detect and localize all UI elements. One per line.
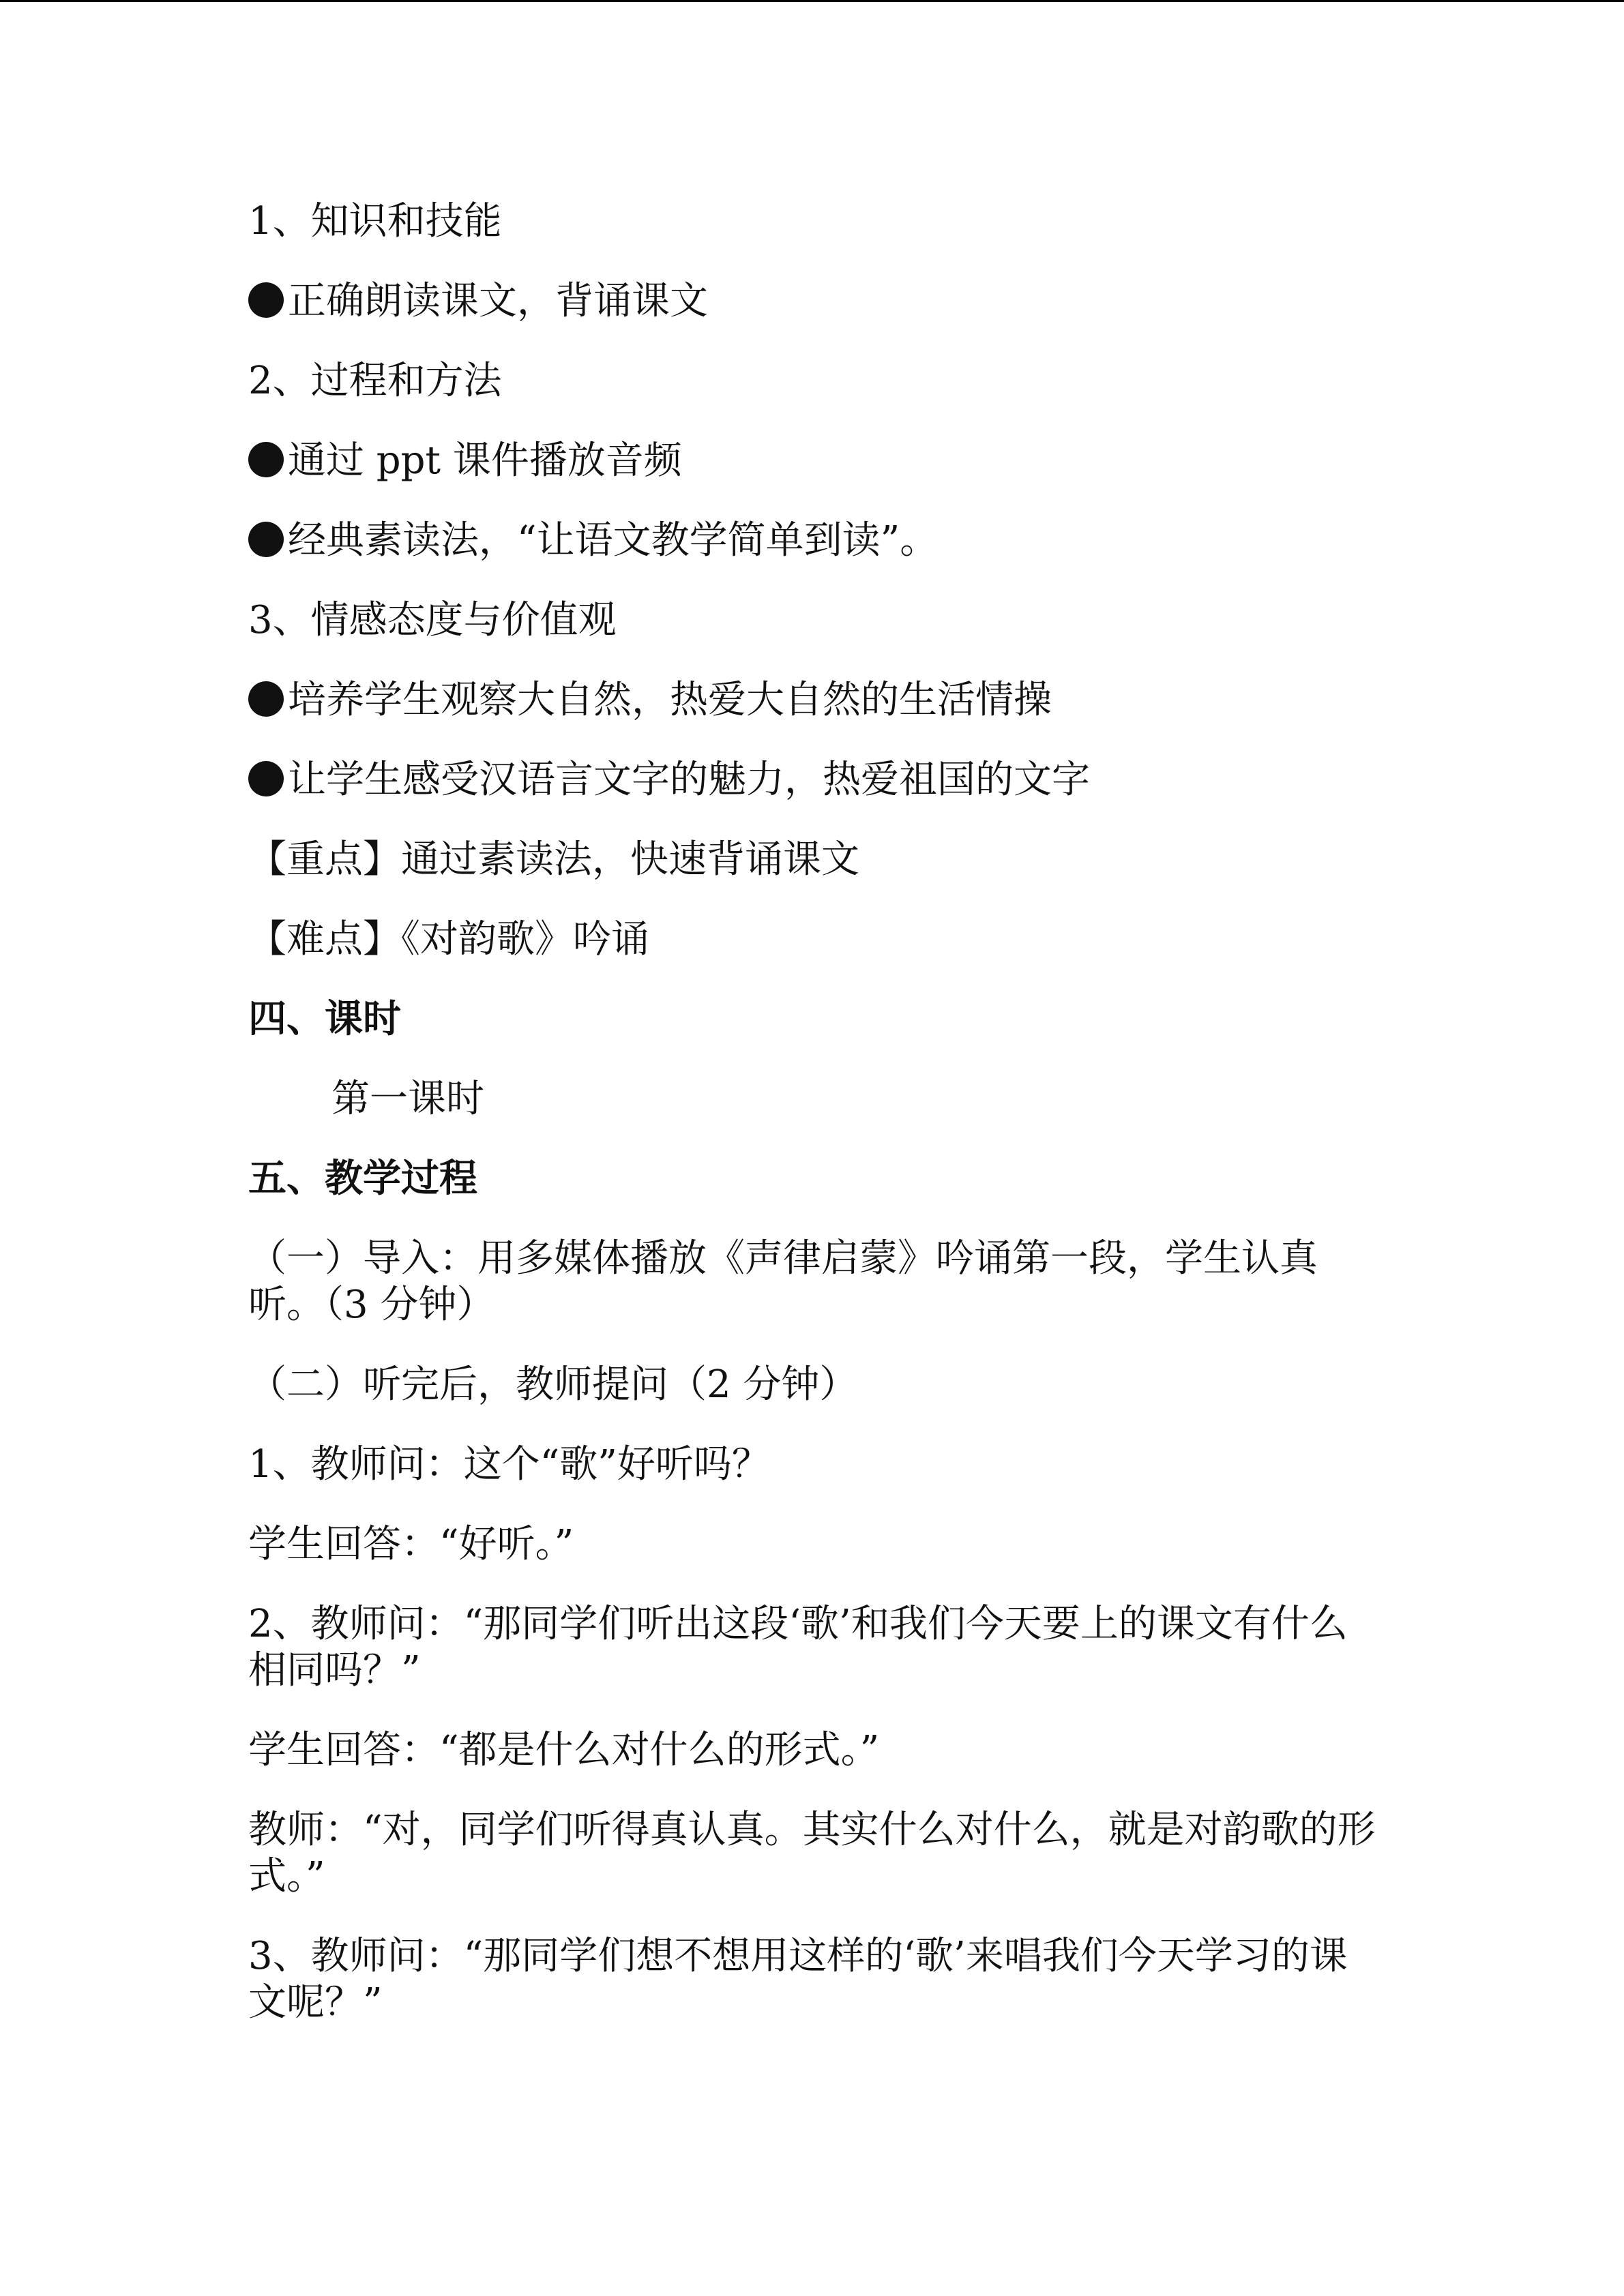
bullet-text: 培养学生观察大自然，热爱大自然的生活情操 — [288, 678, 1052, 722]
difficult-point: 【难点】《对韵歌》吟诵 — [248, 917, 649, 961]
bullet-dot-icon — [248, 522, 284, 557]
bullet-item — [248, 278, 1381, 325]
paragraph-introduction: （一）导入：用多媒体播放《声律启蒙》吟诵第一段，学生认真听。（3 分钟） — [248, 1236, 1318, 1327]
paragraph-after-listening: （二）听完后，教师提问（2 分钟） — [248, 1362, 858, 1407]
class-hour-first: 第一课时 — [331, 1077, 484, 1121]
sub-heading-emotion: 3、情感态度与价值观 — [248, 598, 617, 642]
document-body — [248, 198, 1381, 2026]
bullet-dot-icon — [248, 282, 284, 318]
bullet-item — [248, 518, 1381, 564]
bullet-dot-icon — [248, 442, 284, 477]
bullet-item — [248, 757, 1381, 803]
bullet-item — [248, 438, 1381, 484]
bullet-text: 经典素读法，“让语文教学简单到读”。 — [288, 518, 939, 563]
section-heading-teaching-process: 五、教学过程 — [248, 1157, 477, 1201]
paragraph-question-2: 2、教师问：“那同学们听出这段‘歌’和我们今天要上的课文有什么相同吗？” — [248, 1602, 1348, 1693]
paragraph-question-3: 3、教师问：“那同学们想不想用这样的‘歌’来唱我们今天学习的课文呢？” — [248, 1934, 1348, 2025]
bullet-item — [248, 677, 1381, 724]
key-point: 【重点】通过素读法，快速背诵课文 — [248, 837, 859, 882]
bullet-text: 正确朗读课文，背诵课文 — [288, 279, 708, 323]
paragraph-answer-2: 学生回答：“都是什么对什么的形式。” — [248, 1728, 880, 1772]
bullet-dot-icon — [248, 761, 284, 796]
sub-heading-knowledge: 1、知识和技能 — [248, 199, 502, 243]
paragraph-question-1: 1、教师问：这个“歌”好听吗？ — [248, 1442, 770, 1487]
bullet-text: 通过 ppt 课件播放音频 — [288, 438, 682, 483]
bullet-dot-icon — [248, 681, 284, 717]
sub-heading-process: 2、过程和方法 — [248, 359, 502, 403]
paragraph-teacher-remark: 教师：“对，同学们听得真认真。其实什么对什么，就是对韵歌的形式。” — [248, 1808, 1376, 1898]
paragraph-answer-1: 学生回答：“好听。” — [248, 1522, 574, 1566]
section-heading-class-hours: 四、课时 — [248, 997, 401, 1041]
bullet-text: 让学生感受汉语言文字的魅力，热爱祖国的文字 — [288, 758, 1090, 802]
